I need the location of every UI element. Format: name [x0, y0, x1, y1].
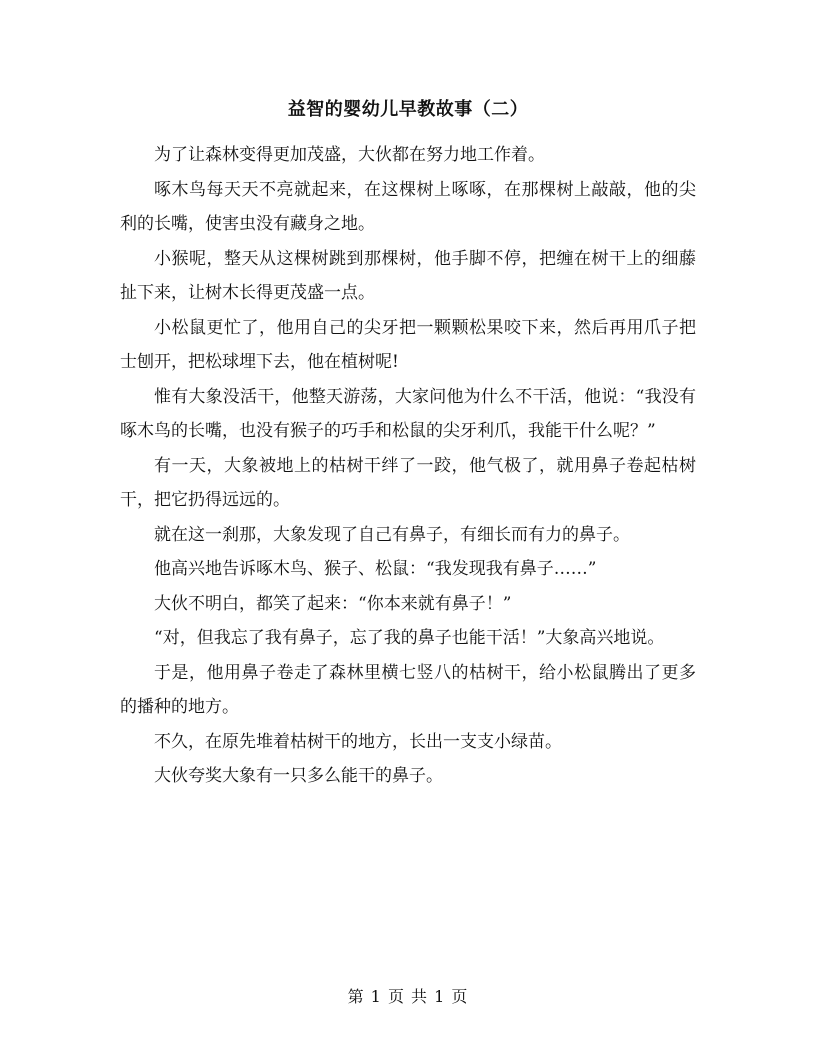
- paragraph: 啄木鸟每天天不亮就起来，在这棵树上啄啄，在那棵树上敲敲，他的尖利的长嘴，使害虫没有藏身之地。: [120, 179, 696, 234]
- paragraph: 小松鼠更忙了，他用自己的尖牙把一颗颗松果咬下来，然后再用爪子把士刨开，把松球埋下去，他在植树呢!: [120, 317, 696, 372]
- paragraph: 惟有大象没活干，他整天游荡，大家问他为什么不干活，他说：“我没有啄木鸟的长嘴，也没有猴子的巧手和松鼠的尖牙利爪，我能干什么呢？”: [120, 386, 696, 441]
- paragraph: 为了让森林变得更加茂盛，大伙都在努力地工作着。: [154, 145, 545, 165]
- paragraph: 大伙不明白，都笑了起来：“你本来就有鼻子！”: [154, 593, 512, 614]
- document-title: 益智的婴幼儿早教故事（二）: [287, 99, 529, 120]
- document-body: [120, 138, 696, 794]
- paragraph: 就在这一刹那，大象发现了自己有鼻子，有细长而有力的鼻子。: [154, 524, 630, 545]
- page-number-footer: 第 1 页 共 1 页: [347, 987, 469, 1006]
- paragraph: 于是，他用鼻子卷走了森林里横七竖八的枯树干，给小松鼠腾出了更多的播种的地方。: [120, 662, 696, 717]
- paragraph: 有一天，大象被地上的枯树干绊了一跤，他气极了，就用鼻子卷起枯树干，把它扔得远远的。: [120, 455, 696, 510]
- paragraph: 大伙夸奖大象有一只多么能干的鼻子。: [154, 766, 443, 786]
- paragraph: 不久，在原先堆着枯树干的地方，长出一支支小绿苗。: [154, 731, 562, 752]
- paragraph: 小猴呢，整天从这棵树跳到那棵树，他手脚不停，把缠在树干上的细藤扯下来，让树木长得更茂盛一点。: [120, 248, 696, 303]
- paragraph: “对，但我忘了我有鼻子，忘了我的鼻子也能干活！”大象高兴地说。: [154, 628, 665, 648]
- paragraph: 他高兴地告诉啄木鸟、猴子、松鼠：“我发现我有鼻子……”: [154, 559, 597, 579]
